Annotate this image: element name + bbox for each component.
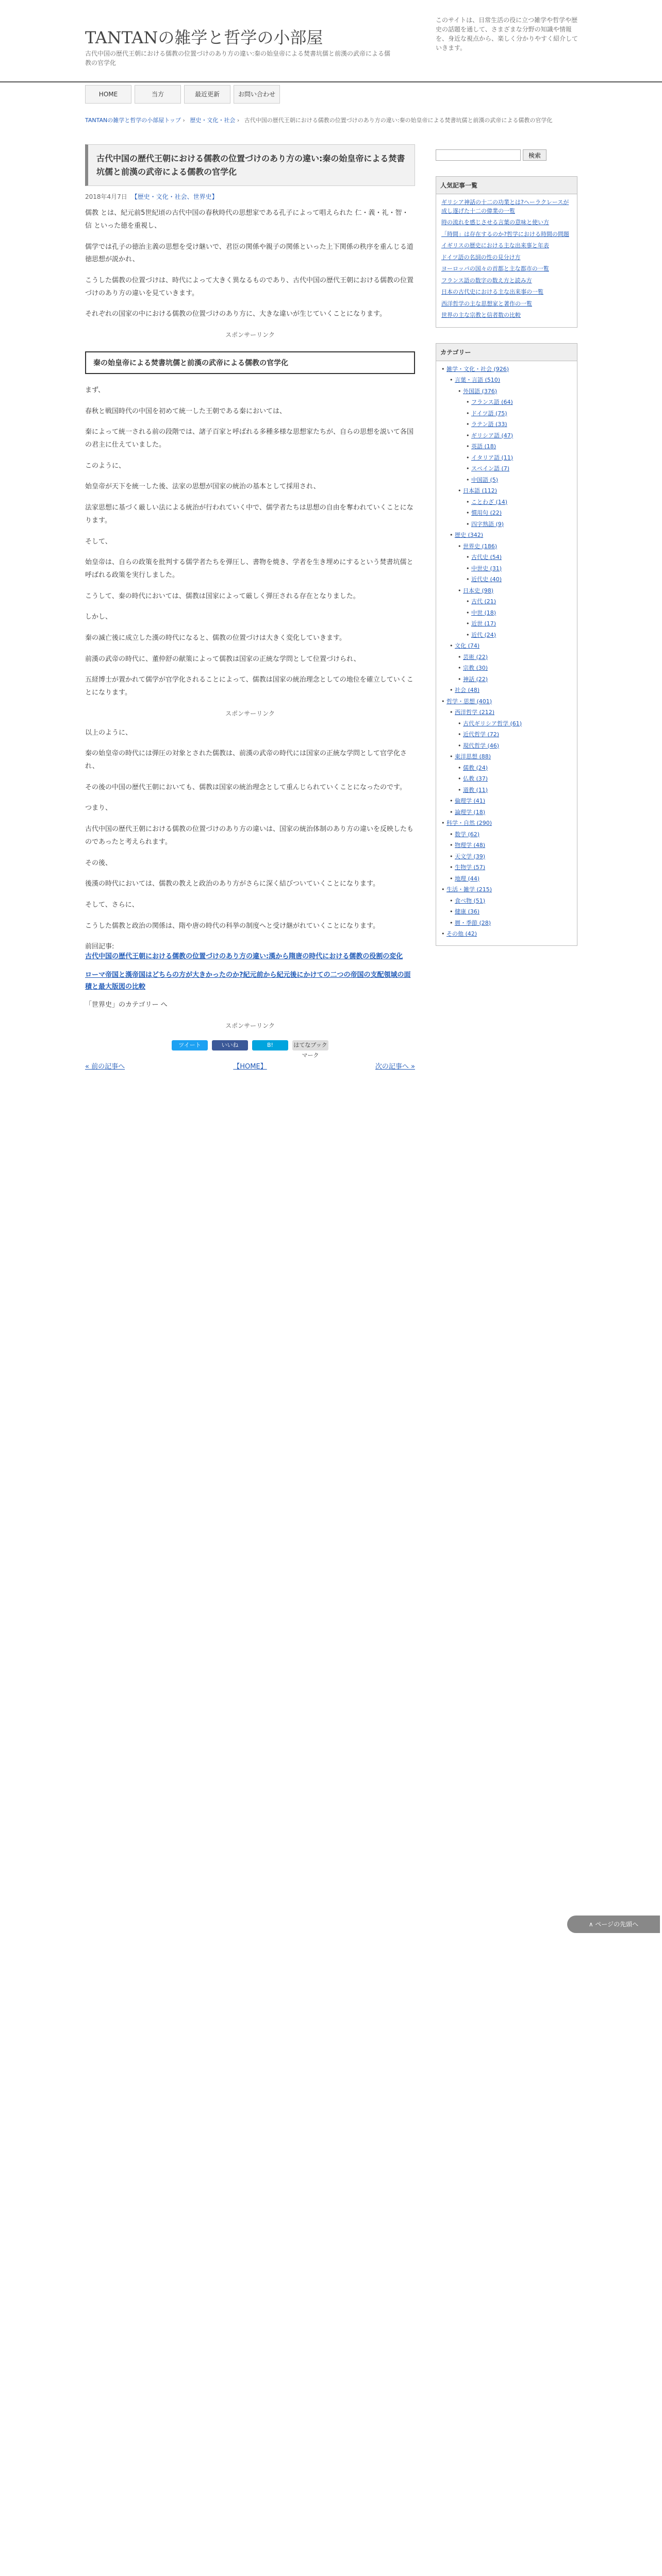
body-paragraph: 後漢の時代においては、儒教の教えと政治のあり方がさらに深く結びついていくことになります。	[85, 880, 379, 888]
related-link[interactable]: ローマ帝国と漢帝国はどちらの方が大きかったのか?紀元前から紀元後にかけての二つの帝国の支配領域の面積と最大版図の比較	[85, 971, 411, 991]
search-input[interactable]	[436, 149, 521, 161]
category-item	[441, 819, 573, 828]
body-paragraph: 秦によって統一される前の段階では、諸子百家と呼ばれる多種多様な思想家たちが、自らの思想を説いて各国の君主に仕えていました。	[85, 428, 414, 449]
category-bullet: •	[466, 520, 471, 528]
category-bullet: •	[450, 897, 455, 904]
category-link[interactable]: ドイツ語 (75)	[471, 410, 507, 417]
category-link[interactable]: 文化 (74)	[455, 642, 480, 649]
category-item	[441, 553, 573, 562]
category-item	[441, 831, 573, 839]
body-paragraph: まず、	[85, 386, 105, 394]
post-date: 2018年4月7日	[85, 193, 127, 201]
hatena-button[interactable]: B!	[252, 1040, 288, 1050]
category-bullet: •	[450, 919, 455, 926]
category-bullet: •	[466, 631, 471, 638]
category-item	[441, 476, 573, 485]
category-item	[441, 863, 573, 872]
category-bullet: •	[441, 930, 446, 937]
body-paragraph: 秦の滅亡後に成立した漢の時代になると、儒教の位置づけは大きく変化していきます。	[85, 634, 346, 642]
category-link[interactable]: 中世 (18)	[471, 609, 496, 616]
category-link[interactable]: 古代史 (54)	[471, 554, 502, 561]
body-paragraph: こうして、秦の時代においては、儒教は国家によって厳しく弾圧される存在となりました。	[85, 592, 360, 600]
category-bullet: •	[466, 576, 471, 583]
category-link[interactable]: 儒教 (24)	[463, 764, 488, 771]
pager	[85, 1061, 415, 1071]
nav-home[interactable]: HOME	[85, 85, 131, 104]
category-bullet: •	[466, 476, 471, 483]
category-bullet: •	[450, 798, 455, 804]
category-item	[441, 420, 573, 429]
site-title[interactable]: TANTANの雑学と哲学の小部屋	[85, 28, 323, 47]
category-link[interactable]: 西洋哲学 (212)	[455, 709, 495, 716]
category-bullet: •	[466, 421, 471, 428]
category-bullet: •	[450, 532, 455, 538]
related-link[interactable]: 古代中国の歴代王朝における儒教の位置づけのあり方の違い:漢から隋唐の時代における儒教の役割の変化	[85, 953, 403, 961]
category-item	[441, 841, 573, 850]
category-bullet: •	[466, 598, 471, 605]
category-link[interactable]: 中国語 (5)	[471, 476, 499, 483]
category-item	[441, 454, 573, 463]
body-paragraph: このように、	[85, 462, 126, 470]
breadcrumb-current: 古代中国の歴代王朝における儒教の位置づけのあり方の違い:秦の始皇帝による焚書坑儒と前漢の武帝による儒教の官学化	[244, 117, 553, 124]
category-item	[441, 808, 573, 817]
body-paragraph: 五経博士が置かれて儒学が官学化されることによって、儒教は国家の統治理念としての地位を確立していくことになります。	[85, 676, 413, 697]
widget-title: カテゴリー	[436, 344, 577, 361]
site-header	[0, 0, 662, 82]
category-link[interactable]: 近代哲学 (72)	[463, 731, 500, 738]
category-bullet: •	[458, 775, 463, 782]
category-item	[441, 908, 573, 917]
post-title: 古代中国の歴代王朝における儒教の位置づけのあり方の違い:秦の始皇帝による焚書坑儒と前漢の武帝による儒教の官学化	[85, 144, 415, 186]
category-link[interactable]: 神話 (22)	[463, 675, 488, 683]
category-bullet: •	[466, 554, 471, 561]
sponsor-label: スポンサーリンク	[225, 331, 275, 338]
category-item	[441, 520, 573, 529]
category-link[interactable]: 暦・季節 (28)	[455, 919, 491, 926]
category-item	[441, 598, 573, 606]
category-item	[441, 675, 573, 684]
article-body	[85, 384, 415, 933]
body-paragraph: 始皇帝は、自らの政策を批判する儒学者たちを弾圧し、書物を焼き、学者を生き埋めにするという焚書坑儒と呼ばれる政策を実行しました。	[85, 558, 413, 579]
category-link[interactable]: スペイン語 (7)	[471, 465, 510, 472]
category-link[interactable]: 「世界史」のカテゴリー へ	[85, 1001, 168, 1009]
share-buttons	[85, 1040, 415, 1059]
category-bullet: •	[458, 543, 463, 550]
section-heading: 秦の始皇帝による焚書坑儒と前漢の武帝による儒教の官学化	[85, 351, 415, 374]
home-link[interactable]: 【HOME】	[233, 1063, 267, 1071]
category-widget	[436, 343, 577, 946]
category-bullet: •	[466, 620, 471, 627]
popular-post-item	[441, 288, 573, 297]
nav-recent[interactable]: 最近更新	[184, 85, 230, 104]
category-item	[441, 753, 573, 761]
category-item	[441, 764, 573, 773]
category-link[interactable]: 社会 (48)	[455, 687, 480, 693]
category-item	[441, 720, 573, 728]
category-link[interactable]: 近代史 (40)	[471, 576, 502, 583]
intro-paragraph: それぞれの国家の中における儒教の位置づけのあり方に、大きな違いが生じていくことになります。	[85, 310, 386, 318]
intro-paragraph: こうした儒教の位置づけは、時代によって大きく異なるものであり、古代中国の歴代王朝における儒教の位置づけのあり方の違いを見ていきます。	[85, 276, 414, 297]
category-item	[441, 365, 573, 374]
category-item	[441, 531, 573, 540]
category-link[interactable]: 四字熟語 (9)	[471, 520, 504, 528]
popular-post-link[interactable]: ギリシア神話の十二の功業とは?ヘーラクレースが成し遂げた十二の偉業の一覧	[441, 199, 569, 214]
category-bullet: •	[450, 377, 455, 383]
category-bullet: •	[466, 565, 471, 572]
popular-post-item	[441, 265, 573, 274]
category-item	[441, 575, 573, 584]
breadcrumb	[85, 116, 577, 125]
post-tags[interactable]: 【歴史・文化・社会、世界史】	[131, 193, 218, 201]
body-paragraph: 秦の始皇帝の時代には弾圧の対象とされた儒教は、前漢の武帝の時代には国家の正統な学問として官学化され、	[85, 750, 407, 771]
tweet-button[interactable]: ツイート	[172, 1040, 208, 1050]
category-item	[441, 642, 573, 651]
main-content	[85, 144, 415, 1071]
category-link[interactable]: イタリア語 (11)	[471, 454, 514, 461]
category-link[interactable]: ことわざ (14)	[471, 498, 508, 505]
category-item	[441, 609, 573, 618]
category-bullet: •	[450, 709, 455, 716]
category-item	[441, 487, 573, 496]
hatena-bookmark-button[interactable]: はてなブックマーク	[292, 1040, 328, 1050]
category-link[interactable]: 数学 (62)	[455, 831, 480, 838]
category-link[interactable]: 宗教 (30)	[463, 665, 488, 671]
category-item	[441, 708, 573, 717]
category-link[interactable]: 世界史 (186)	[463, 543, 498, 550]
prev-post-link[interactable]: « 前の記事へ	[85, 1063, 125, 1071]
body-paragraph: 以上のように、	[85, 728, 133, 737]
category-item	[441, 653, 573, 662]
category-bullet: •	[450, 864, 455, 871]
category-item	[441, 930, 573, 939]
category-bullet: •	[466, 410, 471, 417]
sponsor-label: スポンサーリンク	[225, 709, 275, 717]
category-link[interactable]: 古代ギリシア哲学 (61)	[463, 720, 522, 727]
category-bullet: •	[441, 886, 446, 893]
category-item	[441, 742, 573, 751]
category-link[interactable]: 仏教 (37)	[463, 775, 488, 782]
category-link[interactable]: 歴史 (342)	[455, 532, 484, 538]
nav-about[interactable]: 当方	[135, 85, 181, 104]
popular-post-link[interactable]: 時の流れを感じさせる言葉の意味と使い方	[441, 219, 549, 226]
category-link[interactable]: 哲学・思想 (401)	[446, 698, 492, 705]
sidebar	[436, 149, 577, 961]
category-item	[441, 631, 573, 640]
category-item	[441, 387, 573, 396]
category-bullet: •	[458, 742, 463, 749]
category-link[interactable]: 天文学 (39)	[455, 853, 486, 860]
popular-post-item	[441, 242, 573, 250]
popular-post-item	[441, 277, 573, 285]
like-button[interactable]: いいね	[212, 1040, 248, 1050]
category-link[interactable]: 近代 (24)	[471, 631, 496, 638]
breadcrumb-category[interactable]: 歴史・文化・社会	[190, 117, 236, 124]
category-link[interactable]: 地理 (44)	[455, 875, 480, 882]
popular-post-item	[441, 311, 573, 320]
breadcrumb-home[interactable]: TANTANの雑学と哲学の小部屋トップ	[85, 117, 181, 124]
category-bullet: •	[450, 753, 455, 760]
popular-post-link[interactable]: ヨーロッパの国々の首都と主な都市の一覧	[441, 265, 549, 272]
category-link[interactable]: 物理学 (48)	[455, 842, 486, 849]
category-bullet: •	[466, 432, 471, 439]
category-bullet: •	[458, 675, 463, 683]
popular-posts-list	[436, 194, 577, 327]
category-item	[441, 620, 573, 629]
category-bullet: •	[458, 764, 463, 771]
popular-post-link[interactable]: フランス語の数字の数え方と読み方	[441, 277, 532, 284]
popular-post-item	[441, 253, 573, 262]
related-links	[85, 941, 415, 993]
category-bullet: •	[450, 842, 455, 849]
related-intro: 前回記事:	[85, 943, 114, 951]
category-link[interactable]: その他 (42)	[446, 930, 477, 937]
category-item	[441, 498, 573, 507]
breadcrumb-sep: ›	[183, 117, 185, 124]
category-link[interactable]: 健康 (36)	[455, 908, 480, 915]
category-link[interactable]: 中世史 (31)	[471, 565, 502, 572]
popular-post-link[interactable]: ドイツ語の名詞の性の見分け方	[441, 253, 521, 261]
category-link[interactable]: 生活・雑学 (215)	[446, 886, 492, 893]
widget-title: 人気記事一覧	[436, 177, 577, 194]
category-item	[441, 465, 573, 473]
category-link[interactable]: 古代 (21)	[471, 598, 496, 605]
category-bullet: •	[458, 587, 463, 594]
category-link[interactable]: 芸術 (22)	[463, 653, 488, 660]
category-bullet: •	[466, 465, 471, 472]
category-item	[441, 797, 573, 806]
body-paragraph: こうした儒教と政治の関係は、隋や唐の時代の科挙の制度へと受け継がれていくことになります。	[85, 922, 379, 930]
body-paragraph: その後の中国の歴代王朝においても、儒教は国家の統治理念として重んじられていくことになったのです。	[85, 783, 406, 791]
popular-post-item	[441, 198, 573, 215]
category-bullet: •	[466, 443, 471, 450]
category-bullet: •	[441, 365, 446, 372]
category-link[interactable]: 東洋思想 (88)	[455, 753, 491, 760]
site-description: 古代中国の歴代王朝における儒教の位置づけのあり方の違い:秦の始皇帝による焚書坑儒と前漢の武帝による儒教の官学化	[85, 50, 391, 66]
category-bullet: •	[450, 687, 455, 693]
page-top-button[interactable]: ∧ ページの先頭へ	[567, 1916, 660, 1933]
category-item	[441, 587, 573, 596]
category-bullet: •	[441, 820, 446, 826]
category-item	[441, 686, 573, 695]
category-link[interactable]: 雑学・文化・社会 (926)	[446, 365, 509, 372]
search-button[interactable]: 検索	[523, 149, 547, 161]
category-link[interactable]: 言葉・言語 (510)	[455, 377, 501, 383]
category-bullet: •	[458, 653, 463, 660]
site-note: このサイトは、日常生活の役に立つ雑学や哲学や歴史の話題を通して、さまざまな分野の知識や情報を、身近な視点から、楽しく分かりやすく紹介していきます。	[436, 16, 578, 52]
body-paragraph: しかし、	[85, 613, 112, 621]
intro-paragraph: 儒教 とは、紀元前5世紀頃の古代中国の春秋時代の思想家である孔子によって唱えられた 仁・義・礼・智・信 といった徳を重視し、	[85, 209, 409, 230]
category-link[interactable]: 日本史 (98)	[463, 587, 494, 594]
popular-post-link[interactable]: イギリスの歴史における主な出来事と年表	[441, 242, 549, 249]
category-item	[441, 664, 573, 673]
category-link[interactable]: ギリシア語 (47)	[471, 432, 514, 439]
category-link[interactable]: 科学・自然 (290)	[446, 820, 492, 826]
category-bullet: •	[450, 642, 455, 649]
sponsor-label: スポンサーリンク	[225, 1022, 275, 1030]
category-item	[441, 886, 573, 894]
body-paragraph: 春秋と戦国時代の中国を初めて統一した王朝である秦においては、	[85, 407, 287, 415]
popular-posts-widget	[436, 176, 577, 328]
category-link[interactable]: 慣用句 (22)	[471, 510, 502, 516]
category-link[interactable]: 論理学 (18)	[455, 808, 486, 816]
search-form	[436, 149, 577, 161]
category-bullet: •	[466, 510, 471, 516]
category-item	[441, 432, 573, 440]
next-post-link[interactable]: 次の記事へ »	[375, 1063, 415, 1071]
category-bullet: •	[450, 908, 455, 915]
category-link[interactable]: 日本語 (112)	[463, 487, 498, 494]
category-item	[441, 775, 573, 784]
intro-paragraph: 儒学では孔子の徳治主義の思想を受け継いで、君臣の関係や親子の関係といった上下関係の秩序を重んじる道徳思想が説かれ、	[85, 243, 413, 264]
category-bullet: •	[466, 498, 471, 505]
category-link[interactable]: 現代哲学 (46)	[463, 742, 500, 749]
post-meta	[85, 192, 415, 201]
popular-post-link[interactable]: 世界の主な宗教と信者数の比較	[441, 312, 521, 318]
category-item	[441, 410, 573, 418]
body-paragraph: その後、	[85, 859, 112, 867]
category-list	[436, 361, 577, 945]
body-paragraph: 古代中国の歴代王朝における儒教の位置づけのあり方の違いは、国家の統治体制のあり方の違いを反映したものであったと考えられます。	[85, 825, 414, 846]
category-item	[441, 565, 573, 573]
category-bullet: •	[450, 853, 455, 860]
category-item	[441, 919, 573, 928]
body-paragraph: そして、	[85, 537, 112, 546]
category-item	[441, 731, 573, 739]
category-bullet: •	[458, 387, 463, 395]
category-link[interactable]: 英語 (18)	[471, 443, 496, 450]
category-bullet: •	[458, 720, 463, 727]
body-paragraph: つまり、	[85, 804, 112, 812]
category-bullet: •	[466, 399, 471, 405]
category-item	[441, 698, 573, 706]
popular-post-item	[441, 218, 573, 227]
category-item	[441, 897, 573, 906]
category-item	[441, 543, 573, 551]
category-bullet: •	[458, 487, 463, 494]
body-paragraph: 始皇帝が天下を統一した後、法家の思想が国家の統治の基本として採用され、	[85, 483, 320, 491]
category-bullet: •	[458, 786, 463, 793]
category-link[interactable]: フランス語 (64)	[471, 399, 513, 405]
category-link[interactable]: 近世 (17)	[471, 620, 496, 627]
breadcrumb-sep: ›	[237, 117, 240, 124]
category-link[interactable]: ラテン語 (33)	[471, 421, 507, 428]
category-link[interactable]: 道教 (11)	[463, 786, 488, 793]
category-link[interactable]: 倫理学 (41)	[455, 798, 486, 804]
category-item	[441, 853, 573, 861]
category-item	[441, 509, 573, 518]
popular-post-link[interactable]: 日本の古代史における主な出来事の一覧	[441, 289, 543, 295]
category-bullet: •	[450, 875, 455, 882]
popular-post-item	[441, 230, 573, 239]
category-bullet: •	[458, 665, 463, 671]
category-item	[441, 398, 573, 407]
category-bullet: •	[450, 831, 455, 838]
popular-post-link[interactable]: 西洋哲学の主な思想家と著作の一覧	[441, 300, 532, 307]
popular-post-item	[441, 300, 573, 309]
body-paragraph: 法家思想に基づく厳しい法による統治が行われていく中で、儒学者たちは思想の自由を奪われていくことになります。	[85, 504, 413, 524]
category-item	[441, 443, 573, 451]
popular-post-link[interactable]: 「時間」は存在するのか?哲学における時間の問題	[441, 230, 569, 238]
category-item	[441, 786, 573, 795]
category-item	[441, 875, 573, 884]
global-nav	[85, 85, 283, 104]
category-link[interactable]: 食べ物 (51)	[455, 897, 486, 904]
body-paragraph: 前漢の武帝の時代に、董仲舒の献策によって儒教は国家の正統な学問として位置づけられ、	[85, 655, 360, 663]
body-paragraph: そして、さらに、	[85, 901, 139, 909]
category-link[interactable]: 生物学 (57)	[455, 864, 486, 871]
category-bullet: •	[441, 698, 446, 705]
category-item	[441, 376, 573, 385]
nav-contact[interactable]: お問い合わせ	[234, 85, 280, 104]
category-link[interactable]: 外国語 (376)	[463, 387, 498, 395]
category-bullet: •	[466, 454, 471, 461]
category-bullet: •	[458, 731, 463, 738]
category-bullet: •	[466, 609, 471, 616]
category-bullet: •	[450, 808, 455, 816]
